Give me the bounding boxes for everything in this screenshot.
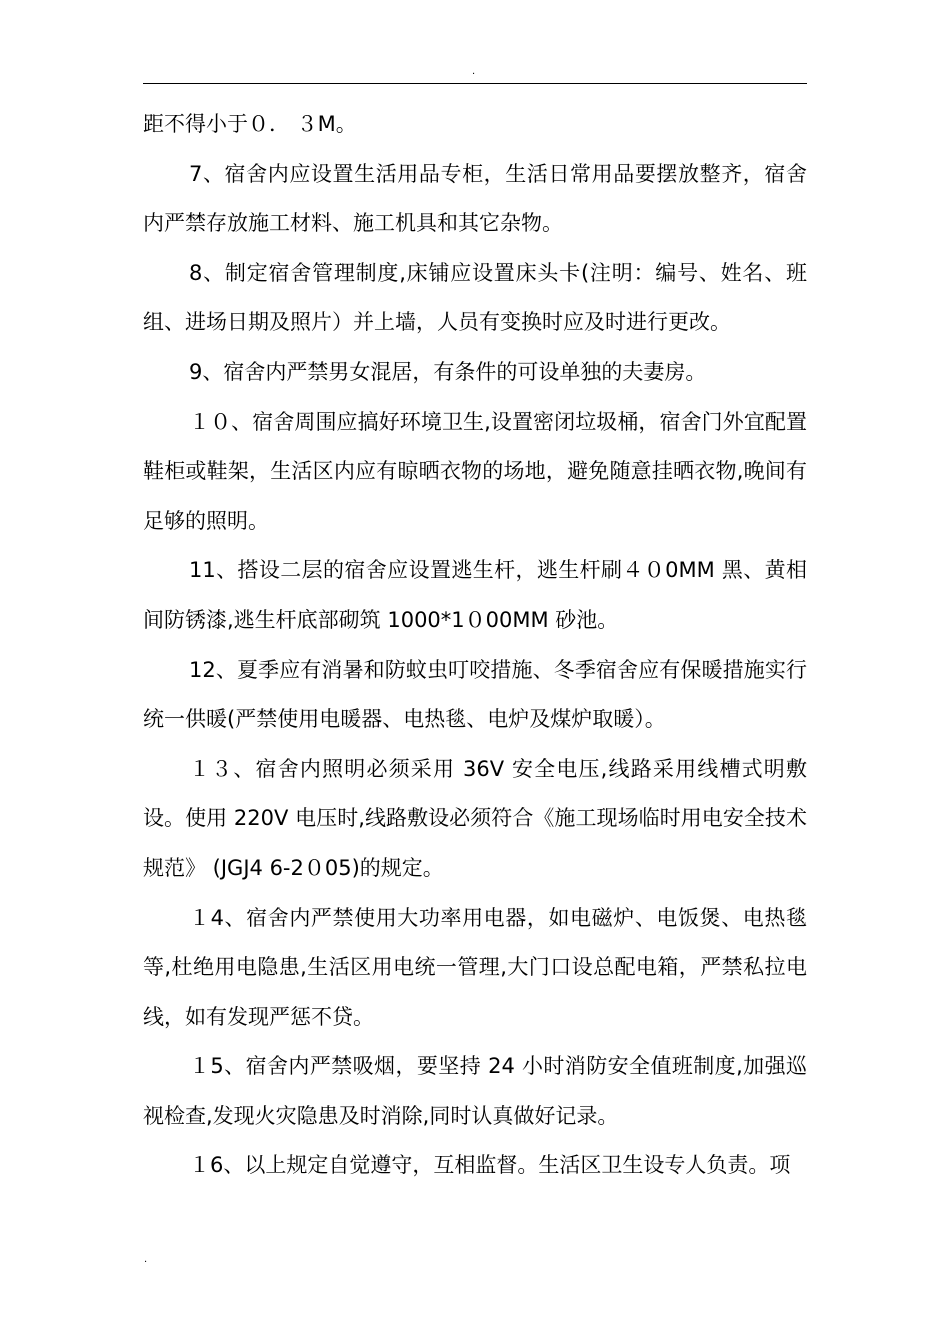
paragraph-item-11: 11、搭设二层的宿舍应设置逃生杆，逃生杆刷４０0MM 黑、黄相间防锈漆,逃生杆底部砌筑 1000*1０00MM 砂池。 (143, 558, 807, 632)
paragraph-item-16: １6、以上规定自觉遵守，互相监督。生活区卫生设专人负责。项 (189, 1153, 791, 1178)
paragraph-item-12: 12、夏季应有消暑和防蚊虫叮咬措施、冬季宿舍应有保暖措施实行统一供暖(严禁使用电暖器、电热毯、电炉及煤炉取暖）。 (143, 657, 807, 732)
paragraph-item-9: 9、宿舍内严禁男女混居，有条件的可设单独的夫妻房。 (189, 359, 707, 384)
paragraph-item-8: 8、制定宿舍管理制度,床铺应设置床头卡(注明：编号、姓名、班组、进场日期及照片）并上墙，人员有变换时应及时进行更改。 (143, 260, 807, 335)
paragraph-continuation: 距不得小于０． ３M。 (143, 112, 357, 136)
paragraph-item-10: １０、宿舍周围应搞好环境卫生,设置密闭垃圾桶，宿舍门外宜配置鞋柜或鞋架，生活区内应有晾晒衣物的场地，避免随意挂晒衣物,晚间有足够的照明。 (143, 409, 807, 533)
paragraph-item-7: 7、宿舍内应设置生活用品专柜，生活日常用品要摆放整齐，宿舍内严禁存放施工材料、施工机具和其它杂物。 (143, 161, 807, 236)
header-dot: . (472, 66, 476, 77)
document-body (143, 100, 807, 1191)
paragraph-item-14: １4、宿舍内严禁使用大功率用电器，如电磁炉、电饭煲、电热毯等,杜绝用电隐患,生活区用电统一管理,大门口设总配电箱，严禁私拉电线，如有发现严惩不贷。 (143, 905, 807, 1029)
paragraph-item-13: １３、宿舍内照明必须采用 36V 安全电压,线路采用线槽式明敷设。使用 220V 电压时,线路敷设必须符合《施工现场临时用电安全技术规范》 (JGJ4 6-2０05)的规定。 (143, 756, 807, 880)
footer-dot: . (144, 1254, 148, 1265)
header-rule (143, 83, 807, 84)
paragraph-item-15: １5、宿舍内严禁吸烟，要坚持 24 小时消防安全值班制度,加强巡视检查,发现火灾隐患及时消除,同时认真做好记录。 (143, 1054, 807, 1128)
